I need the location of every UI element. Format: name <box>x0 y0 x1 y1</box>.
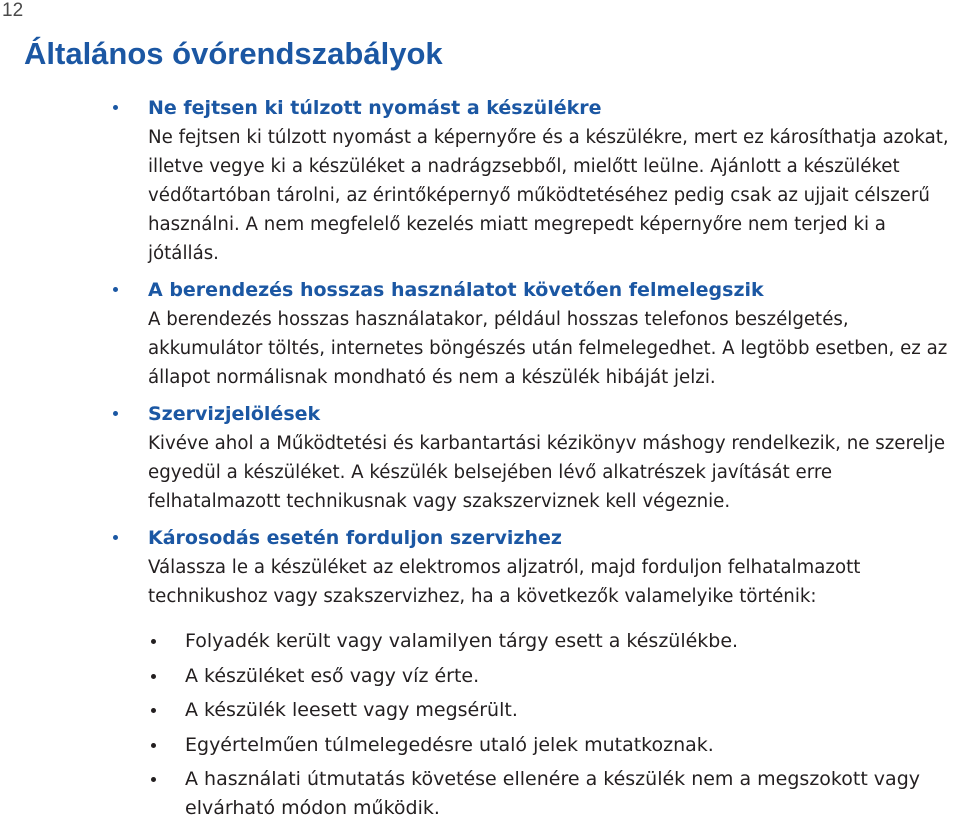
list-item-text: A használati útmutatás követése ellenére a készülék nem a megszokott vagy elvárható módon működik. <box>185 768 920 819</box>
bullet-dot-icon <box>151 708 156 713</box>
damage-conditions-list <box>148 627 958 823</box>
list-item <box>185 627 958 656</box>
section-heading: A berendezés hosszas használatot követően felmelegszik <box>148 279 764 301</box>
list-item-text: A készülék leesett vagy megsérült. <box>185 699 518 721</box>
section-heading: Károsodás esetén forduljon szervizhez <box>148 527 562 549</box>
section-heat <box>148 276 958 392</box>
bullet-dot-icon <box>113 535 118 540</box>
list-item-text: Egyértelműen túlmelegedésre utaló jelek mutatkoznak. <box>185 733 714 756</box>
bullet-dot-icon <box>113 287 118 292</box>
bullet-dot-icon <box>151 743 156 748</box>
bullet-dot-icon <box>113 411 118 416</box>
section-body: A berendezés hosszas használatakor, például hosszas telefonos beszélgetés, akkumulátor töltés, internetes böngészés után felmelegedhet. A legtöbb esetben, ez az állapot normálisnak mondható és nem a készülék hibáját jelzi. <box>148 309 948 388</box>
list-item <box>185 765 958 823</box>
section-damage <box>148 524 958 823</box>
list-item <box>185 696 958 725</box>
section-heading: Ne fejtsen ki túlzott nyomást a készülékre <box>148 97 602 119</box>
bullet-dot-icon <box>151 639 156 644</box>
list-item-text: Folyadék került vagy valamilyen tárgy esett a készülékbe. <box>185 630 739 652</box>
list-item-text: A készüléket eső vagy víz érte. <box>185 664 480 687</box>
page-title: Általános óvórendszabályok <box>24 36 443 71</box>
bullet-dot-icon <box>151 674 156 679</box>
safety-content <box>148 94 958 831</box>
section-pressure <box>148 94 958 268</box>
page-number: 12 <box>2 0 24 21</box>
section-service-marks <box>148 400 958 516</box>
section-body: Kivéve ahol a Működtetési és karbantartási kézikönyv máshogy rendelkezik, ne szerelje egyedül a készüléket. A készülék belsejében lévő alkatrészek javítását erre felhatalmazott technikusnak vagy szakszerviznek kell végeznie. <box>148 433 946 512</box>
bullet-dot-icon <box>151 777 156 782</box>
list-item <box>185 662 958 691</box>
list-item <box>185 731 958 760</box>
section-body: Válassza le a készüléket az elektromos aljzatról, majd forduljon felhatalmazott technikushoz vagy szakszervizhez, ha a következők valamelyike történik: <box>148 557 861 607</box>
section-heading: Szervizjelölések <box>148 403 321 425</box>
bullet-dot-icon <box>113 105 118 110</box>
section-body: Ne fejtsen ki túlzott nyomást a képernyőre és a készülékre, mert ez károsíthatja azokat, illetve vegye ki a készüléket a nadrágzsebből, mielőtt leülne. Ajánlott a készüléket védőtartóban tárolni, az érintőképernyő működtetéséhez pedig csak az ujjait célszerű használni. A nem megfelelő kezelés miatt megrepedt képernyőre nem terjed ki a jótállás. <box>148 127 949 264</box>
